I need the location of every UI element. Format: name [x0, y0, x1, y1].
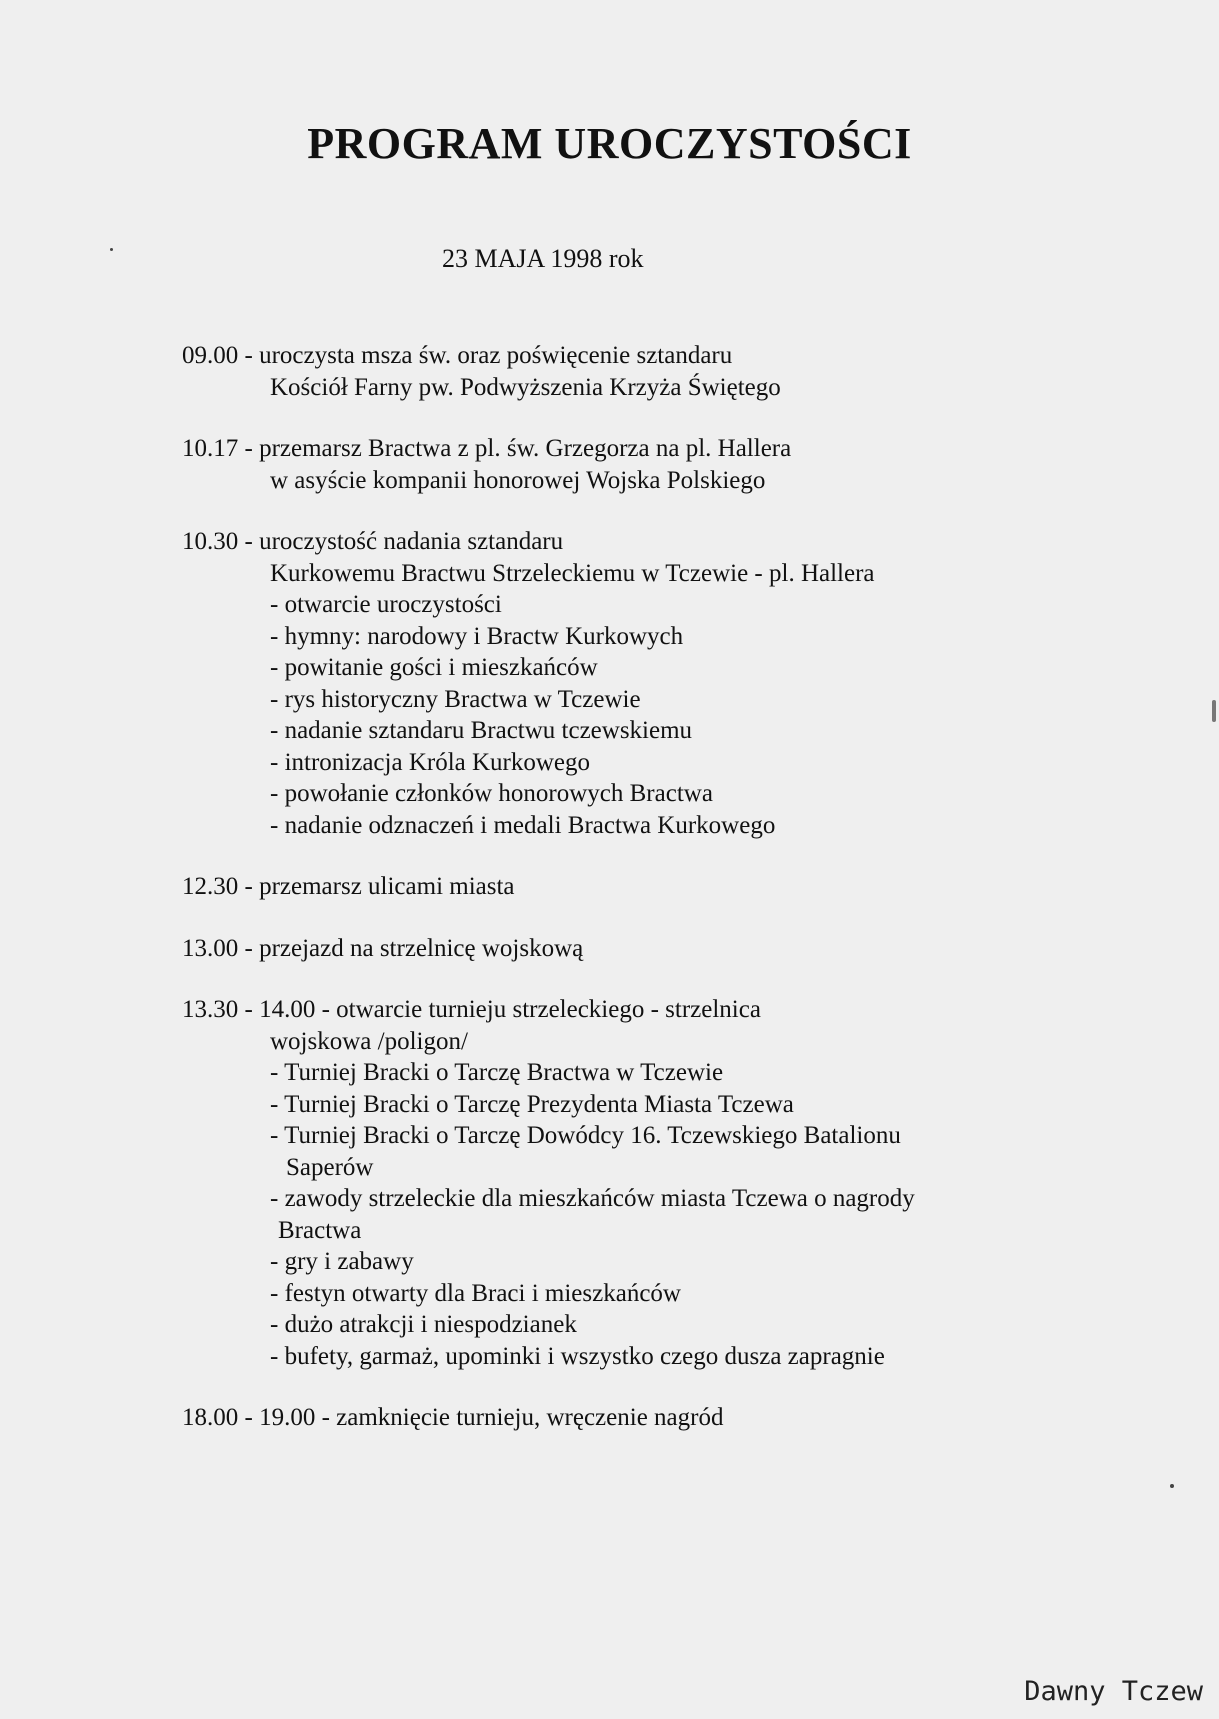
scan-speck	[1170, 1484, 1174, 1488]
program-entry-1017: 10.17 - przemarsz Bractwa z pl. św. Grzegorza na pl. Hallera w asyście kompanii honorowej Wojska Polskiego	[182, 433, 1062, 496]
entry-subitem: - otwarcie uroczystości	[270, 591, 502, 618]
entry-subitem: - powołanie członków honorowych Bractwa	[270, 780, 713, 807]
program-entry-1030: 10.30 - uroczystość nadania sztandaru Kurkowemu Bractwu Strzeleckiemu w Tczewie - pl. Hallera - otwarcie uroczystości - hymny: narodowy i Bractw Kurkowych - powitanie gości i mieszkańców - rys historyczny Bractwa w Tczewie - nadanie sztandaru Bractwu tczewskiemu - intronizacja Króla Kurkowego - powołanie członków honorowych Bractwa - nadanie odznaczeń i medali Bractwa Kurkowego	[182, 526, 1062, 841]
entry-line: uroczysta msza św. oraz poświęcenie sztandaru	[259, 342, 733, 369]
entry-line: Kurkowemu Bractwu Strzeleckiemu w Tczewie - pl. Hallera	[270, 559, 875, 587]
scan-speck	[110, 248, 113, 251]
entry-subitem: - festyn otwarty dla Braci i mieszkańców	[270, 1279, 681, 1307]
entry-time: 09.00	[182, 342, 239, 369]
entry-time: 18.00 - 19.00	[182, 1404, 316, 1431]
entry-line: wojskowa /poligon/	[270, 1027, 468, 1055]
program-entry-1230: 12.30 - przemarsz ulicami miasta	[182, 873, 515, 900]
entry-line: uroczystość nadania sztandaru	[259, 528, 564, 555]
entry-subitem: - Turniej Bracki o Tarczę Bractwa w Tczewie	[270, 1059, 724, 1086]
watermark: Dawny Tczew	[1024, 1676, 1203, 1707]
scan-speck	[1212, 700, 1216, 722]
entry-subitem: - gry i zabawy	[270, 1248, 414, 1275]
entry-line: otwarcie turnieju strzeleckiego - strzelnica	[336, 996, 761, 1023]
entry-subitem: - Turniej Bracki o Tarczę Dowódcy 16. Tczewskiego Batalionu	[270, 1122, 901, 1149]
entry-subitem: - nadanie odznaczeń i medali Bractwa Kurkowego	[270, 811, 776, 839]
entry-time: 10.17	[182, 435, 239, 462]
entry-subitem: - Turniej Bracki o Tarczę Prezydenta Miasta Tczewa	[270, 1090, 794, 1118]
entry-time: 10.30	[182, 528, 239, 555]
entry-subitem: - powitanie gości i mieszkańców	[270, 654, 598, 681]
entry-line: przemarsz ulicami miasta	[259, 873, 515, 900]
entry-line: Kościół Farny pw. Podwyższenia Krzyża Świętego	[270, 373, 781, 401]
program-entry-0900: 09.00 - uroczysta msza św. oraz poświęcenie sztandaru Kościół Farny pw. Podwyższenia Krzyża Świętego	[182, 340, 1062, 403]
entry-subitem: - zawody strzeleckie dla mieszkańców miasta Tczewa o nagrody	[270, 1185, 915, 1212]
entry-subitem: - dużo atrakcji i niespodzianek	[270, 1311, 577, 1338]
page-title: PROGRAM UROCZYSTOŚCI	[307, 119, 912, 168]
event-date: 23 MAJA 1998 rok	[442, 244, 644, 273]
entry-line: przemarsz Bractwa z pl. św. Grzegorza na pl. Hallera	[259, 435, 792, 462]
entry-time: 13.30 - 14.00	[182, 996, 316, 1023]
entry-subitem: - hymny: narodowy i Bractw Kurkowych	[270, 622, 684, 650]
program-entry-1300: 13.00 - przejazd na strzelnicę wojskową	[182, 934, 584, 962]
entry-subitem-continued: Saperów	[286, 1153, 374, 1181]
entry-time: 12.30	[182, 873, 239, 900]
program-list	[182, 340, 1062, 1464]
entry-subitem: - nadanie sztandaru Bractwu tczewskiemu	[270, 717, 693, 744]
entry-time: 13.00	[182, 934, 239, 962]
program-entry-1800: 18.00 - 19.00 - zamknięcie turnieju, wręczenie nagród	[182, 1404, 724, 1431]
entry-subitem-continued: Bractwa	[278, 1216, 362, 1244]
entry-subitem: - rys historyczny Bractwa w Tczewie	[270, 685, 641, 713]
entry-line: w asyście kompanii honorowej Wojska Polskiego	[270, 466, 766, 494]
entry-line: przejazd na strzelnicę wojskową	[259, 934, 584, 962]
program-entry-1330: 13.30 - 14.00 - otwarcie turnieju strzeleckiego - strzelnica wojskowa /poligon/ - Turniej Bracki o Tarczę Bractwa w Tczewie - Turniej Bracki o Tarczę Prezydenta Miasta Tczewa - Turniej Bracki o Tarczę Dowódcy 16. Tczewskiego Batalionu Saperów - zawody strzeleckie dla mieszkańców miasta Tczewa o nagrody Bractwa - gry i zabawy - festyn otwarty dla Braci i mieszkańców - dużo atrakcji i niespodzianek - bufety, garmaż, upominki i wszystko czego dusza zapragnie	[182, 994, 1062, 1372]
entry-subitem: - intronizacja Króla Kurkowego	[270, 748, 591, 776]
entry-subitem: - bufety, garmaż, upominki i wszystko czego dusza zapragnie	[270, 1342, 885, 1370]
entry-line: zamknięcie turnieju, wręczenie nagród	[336, 1404, 724, 1431]
